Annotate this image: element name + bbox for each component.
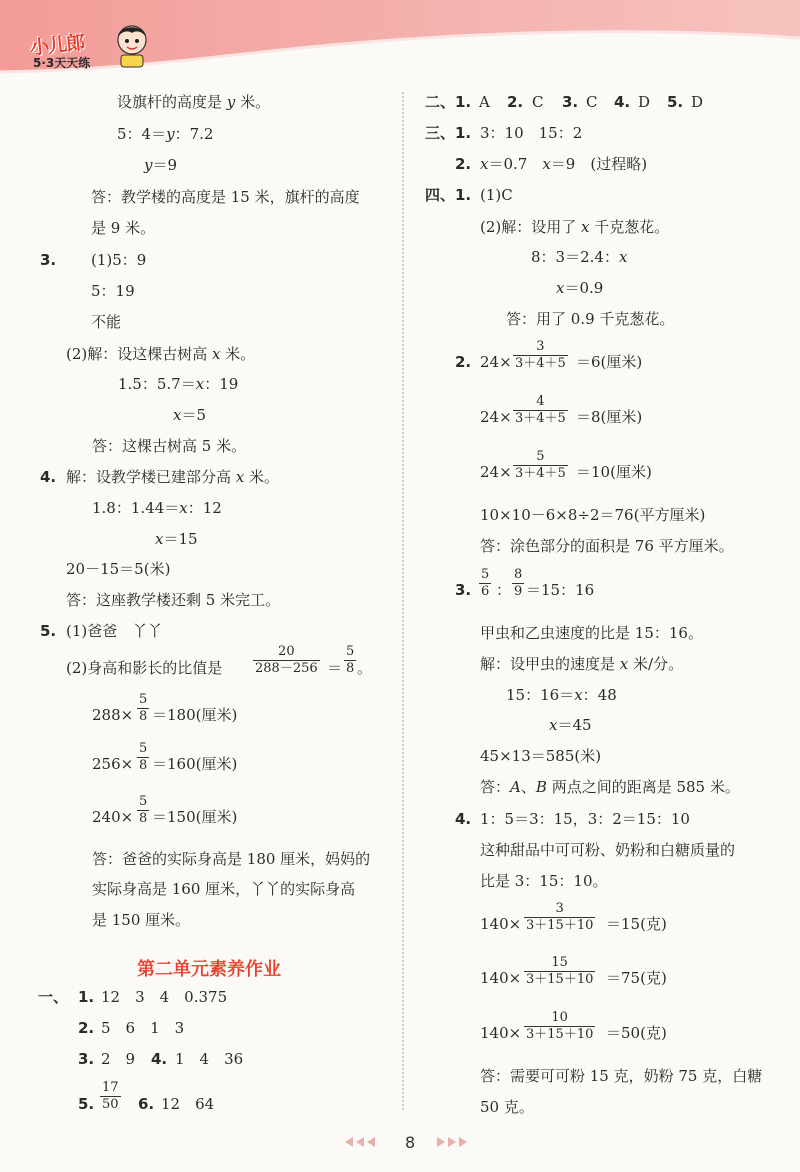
answer-line: 答：涂色部分的面积是 76 平方厘米。	[480, 537, 734, 555]
equation: ＝50(克)	[606, 1024, 667, 1042]
answer: D	[691, 93, 704, 111]
answer-line: 2 9	[101, 1050, 136, 1068]
equation: ＝150(厘米)	[152, 808, 238, 826]
equation: 1：5＝3：15，3：2＝15：10	[480, 810, 690, 828]
question-number: 3.	[78, 1050, 95, 1068]
answer: C	[586, 93, 598, 111]
question-number: 1.	[78, 988, 95, 1006]
logo-wordmark: 小儿郎	[29, 31, 86, 60]
equation: x＝0.9	[556, 279, 604, 297]
equation: 140×	[480, 915, 522, 933]
equation: 1.8：1.44＝x：12	[92, 499, 222, 517]
text-line: 甲虫和乙虫速度的比是 15：16。	[480, 624, 703, 642]
answer-line: 50 克。	[480, 1098, 534, 1116]
answer-line: 答：A、B 两点之间的距离是 585 米。	[480, 778, 740, 796]
answer: (1)C	[480, 186, 513, 204]
fraction: $\frac{5}{3+4+5}$	[515, 449, 566, 481]
fraction: $\frac{4}{3+4+5}$	[515, 394, 566, 426]
equation: 140×	[480, 969, 522, 987]
question-number: 2.	[78, 1019, 95, 1037]
equals-sign: ＝	[327, 659, 343, 677]
equation: ＝15：16	[526, 581, 595, 599]
equation: 20－15＝5(米)	[66, 560, 171, 578]
answer-line: 答：爸爸的实际身高是 180 厘米，妈妈的	[92, 850, 371, 868]
equation: 288×	[92, 706, 134, 724]
equation: x＝15	[155, 530, 198, 548]
question-number: 4.	[151, 1050, 168, 1068]
answer-line: 是 150 厘米。	[92, 911, 191, 929]
answer-line: 答：这座教学楼还剩 5 米完工。	[66, 591, 281, 609]
punctuation: 。	[357, 659, 373, 677]
equation: 240×	[92, 808, 134, 826]
question-number: 3.	[40, 251, 57, 269]
question-number: 3.	[455, 581, 472, 599]
text-line: (2)解：设这棵古树高 x 米。	[66, 345, 256, 363]
section-number: 二、	[425, 93, 456, 111]
colon: ：	[496, 581, 512, 599]
question-number: 5.	[40, 622, 57, 640]
equation: 256×	[92, 755, 134, 773]
column-divider	[402, 92, 404, 1110]
equation: ＝75(克)	[606, 969, 667, 987]
text-line: (1)5：9	[91, 251, 147, 269]
arrow-right-icon	[459, 1137, 467, 1147]
equation: 24×	[480, 408, 512, 426]
answer-line: 答：这棵古树高 5 米。	[92, 437, 247, 455]
fraction: $\frac{3}{3+15+10}$	[526, 901, 594, 933]
fraction: $\frac{8}{9}$	[514, 567, 523, 599]
fraction: $\frac{17}{50}$	[102, 1080, 119, 1112]
question-number: 1.	[455, 93, 472, 111]
equation: 5：4＝y：7.2	[117, 125, 214, 143]
section-number: 一、	[38, 988, 69, 1006]
answer-line: 是 9 米。	[91, 219, 156, 237]
equation: 8：3＝2.4：x	[531, 248, 628, 266]
text-line: 这种甜品中可可粉、奶粉和白糖质量的	[480, 841, 736, 859]
arrow-left-icon	[345, 1137, 353, 1147]
question-number: 5.	[78, 1095, 95, 1113]
page-footer	[345, 1133, 475, 1153]
text-line: 解：设甲虫的速度是 x 米/分。	[480, 655, 684, 673]
answer-line: 1 4 36	[175, 1050, 244, 1068]
section-title: 第二单元素养作业	[137, 959, 281, 980]
text-line: 解：设教学楼已建部分高 x 米。	[66, 468, 280, 486]
question-number: 6.	[138, 1095, 155, 1113]
answer-line: 答：用了 0.9 千克葱花。	[506, 310, 675, 328]
page-number: 8	[405, 1133, 416, 1152]
text-line: 设旗杆的高度是 y 米。	[117, 93, 271, 111]
text-line: (2)解：设用了 x 千克葱花。	[480, 218, 670, 236]
answer-line: 答：教学楼的高度是 15 米，旗杆的高度	[91, 188, 360, 206]
fraction: $\frac{15}{3+15+10}$	[526, 955, 594, 987]
equation: 10×10－6×8÷2＝76(平方厘米)	[480, 506, 706, 524]
text-line: (2)身高和影长的比值是	[66, 659, 223, 677]
question-number: 2.	[507, 93, 524, 111]
fraction: $\frac{5}{8}$	[139, 741, 148, 773]
answer-line: 12 3 4 0.375	[101, 988, 228, 1006]
fraction: $\frac{5}{8}$	[139, 794, 148, 826]
answer: 3：10 15：2	[480, 124, 583, 142]
equation: 1.5：5.7＝x：19	[118, 375, 239, 393]
answer: A	[479, 93, 490, 111]
question-number: 3.	[562, 93, 579, 111]
question-number: 4.	[614, 93, 631, 111]
question-number: 5.	[667, 93, 684, 111]
fraction: $\frac{5}{8}$	[139, 692, 148, 724]
question-number: 4.	[455, 810, 472, 828]
section-number: 三、	[425, 124, 456, 142]
equation: x＝5	[173, 406, 207, 424]
equation: 24×	[480, 353, 512, 371]
logo-subtitle: 5·3天天练	[33, 56, 91, 70]
equation: 140×	[480, 1024, 522, 1042]
question-number: 1.	[455, 124, 472, 142]
equation: ＝8(厘米)	[576, 408, 643, 426]
fraction: $\frac{3}{3+4+5}$	[515, 339, 566, 371]
fraction: $\frac{10}{3+15+10}$	[526, 1010, 594, 1042]
answer: x＝0.7 x＝9 (过程略)	[480, 155, 648, 173]
answer-line: 实际身高是 160 厘米，丫丫的实际身高	[92, 880, 356, 898]
question-number: 4.	[40, 468, 57, 486]
text-line: 不能	[91, 313, 122, 331]
answer-line: 12 64	[161, 1095, 215, 1113]
arrow-right-icon	[448, 1137, 456, 1147]
text-line: 5：19	[91, 282, 135, 300]
equation: ＝6(厘米)	[576, 353, 643, 371]
equation: ＝180(厘米)	[152, 706, 238, 724]
text-line: 比是 3：15：10。	[480, 872, 608, 890]
equation: 15：16＝x：48	[506, 686, 617, 704]
equation: 45×13＝585(米)	[480, 747, 602, 765]
arrow-left-icon	[367, 1137, 375, 1147]
question-number: 2.	[455, 155, 472, 173]
equation: 24×	[480, 463, 512, 481]
answer: C	[532, 93, 544, 111]
fraction: $\frac{20}{288-256}$	[255, 644, 318, 676]
fraction: $\frac{5}{6}$	[481, 567, 490, 599]
question-number: 1.	[455, 186, 472, 204]
mascot-boy-icon	[112, 22, 152, 70]
section-number: 四、	[425, 186, 456, 204]
answer-line: 答：需要可可粉 15 克，奶粉 75 克，白糖	[480, 1067, 763, 1085]
question-number: 2.	[455, 353, 472, 371]
equation: ＝160(厘米)	[152, 755, 238, 773]
answer-line: 5 6 1 3	[101, 1019, 185, 1037]
equation: y＝9	[144, 156, 178, 174]
equation: x＝45	[549, 716, 592, 734]
equation: ＝10(厘米)	[576, 463, 652, 481]
text-line: (1)爸爸 丫丫	[66, 622, 163, 640]
arrow-left-icon	[356, 1137, 364, 1147]
equation: ＝15(克)	[606, 915, 667, 933]
fraction: $\frac{5}{8}$	[346, 644, 355, 676]
answer: D	[638, 93, 651, 111]
arrow-right-icon	[437, 1137, 445, 1147]
